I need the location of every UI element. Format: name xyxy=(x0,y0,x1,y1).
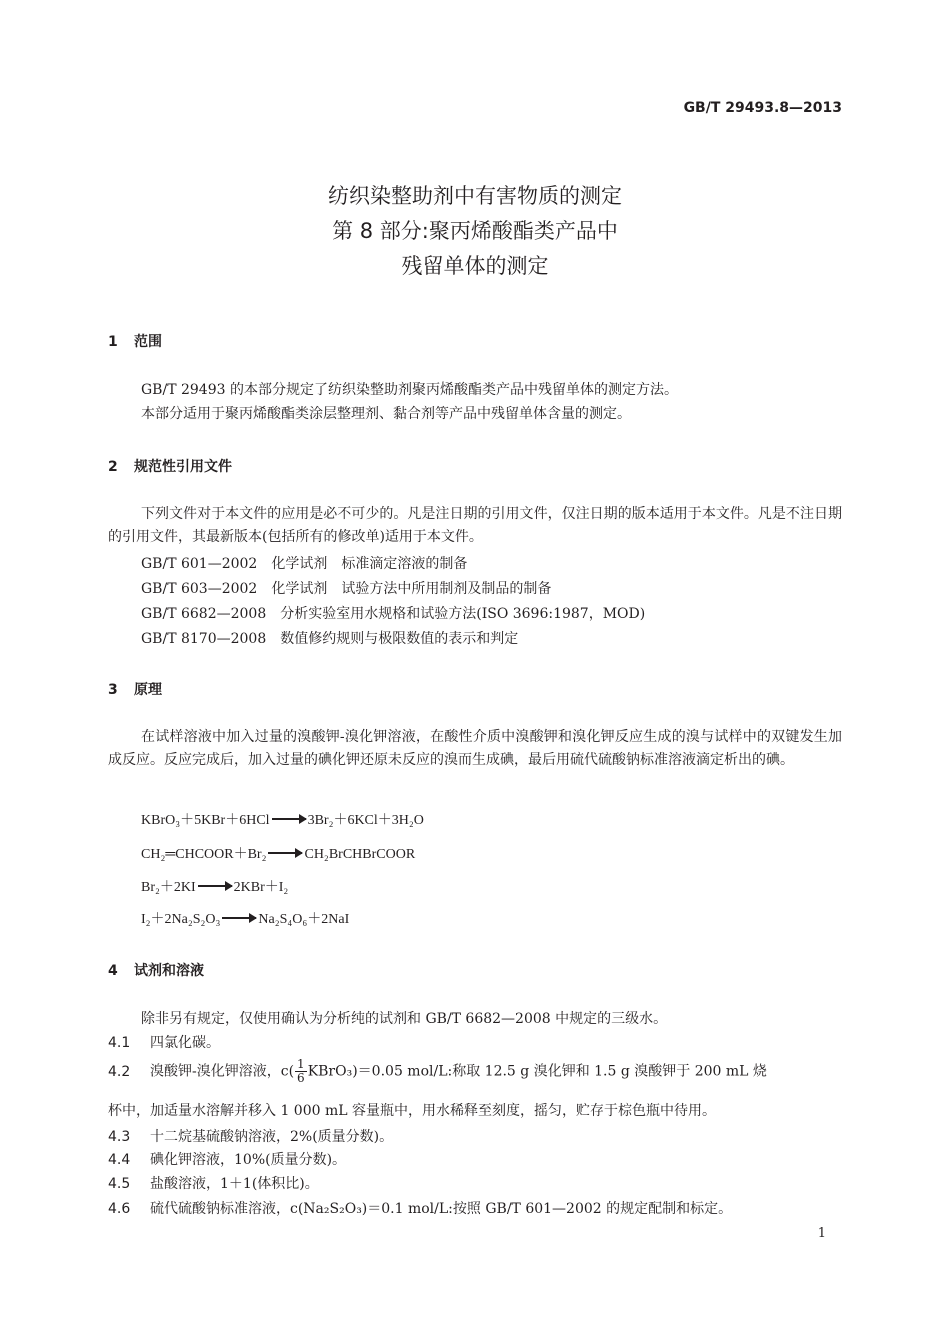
reaction-arrow-icon xyxy=(268,852,302,854)
document-title-line-1: 纺织染整助剂中有害物质的测定 xyxy=(328,184,622,208)
section-3-heading xyxy=(108,679,162,699)
equation-reactants: CH₂═CHCOOR＋Br₂ xyxy=(141,847,267,862)
reaction-equation-2 xyxy=(141,843,415,863)
fraction xyxy=(295,1058,307,1085)
section-title: 范围 xyxy=(134,334,162,350)
section-number: 3 xyxy=(108,682,118,698)
section-title: 试剂和溶液 xyxy=(134,963,204,979)
reagent-item xyxy=(108,1032,220,1052)
document-title-line-3: 残留单体的测定 xyxy=(401,254,549,278)
reference-item: GB/T 603—2002 化学试剂 试验方法中所用制剂及制品的制备 xyxy=(141,581,552,597)
item-number: 4.5 xyxy=(108,1176,131,1192)
item-text-continued: KBrO₃)＝0.05 mol/L:称取 12.5 g 溴化钾和 1.5 g 溴酸钾于 200 mL 烧 xyxy=(307,1063,767,1080)
item-text: 盐酸溶液，1＋1(体积比)。 xyxy=(150,1176,319,1192)
item-number: 4.4 xyxy=(108,1152,131,1168)
equation-products: Na₂S₄O₆＋2NaI xyxy=(258,912,350,927)
item-text: 溴酸钾-溴化钾溶液，c( xyxy=(150,1063,295,1080)
reference-item: GB/T 8170—2008 数值修约规则与极限数值的表示和判定 xyxy=(141,631,519,647)
reagent-item xyxy=(108,1058,767,1085)
reaction-equation-4 xyxy=(141,908,349,928)
reaction-arrow-icon xyxy=(272,818,306,820)
reagent-item xyxy=(108,1198,732,1218)
section-1-paragraph-1: GB/T 29493 的本部分规定了纺织染整助剂聚丙烯酸酯类产品中残留单体的测定方法。 xyxy=(141,382,678,398)
section-number: 2 xyxy=(108,459,118,475)
equation-reactants: KBrO₃＋5KBr＋6HCl xyxy=(141,813,270,828)
section-2-heading xyxy=(108,456,232,476)
reagent-item xyxy=(108,1173,319,1193)
section-1-heading xyxy=(108,331,162,351)
reaction-equation-3 xyxy=(141,876,288,896)
reference-item: GB/T 601—2002 化学试剂 标准滴定溶液的制备 xyxy=(141,556,468,572)
item-number: 4.2 xyxy=(108,1063,131,1080)
section-3-paragraph: 在试样溶液中加入过量的溴酸钾-溴化钾溶液，在酸性介质中溴酸钾和溴化钾反应生成的溴与试样中的双键发生加成反应。反应完成后，加入过量的碘化钾还原未反应的溴而生成碘，最后用硫代硫酸钠标准溶液滴定析出的碘。 xyxy=(108,729,842,768)
equation-products: CH₂BrCHBrCOOR xyxy=(304,847,416,862)
reagent-item xyxy=(108,1149,346,1169)
reaction-equation-1 xyxy=(141,809,424,829)
reagent-item xyxy=(108,1126,393,1146)
equation-products: 2KBr＋I₂ xyxy=(233,880,289,895)
reaction-arrow-icon xyxy=(222,917,256,919)
document-title-line-2: 第 8 部分:聚丙烯酸酯类产品中 xyxy=(332,219,618,243)
reaction-arrow-icon xyxy=(198,885,232,887)
section-number: 4 xyxy=(108,963,118,979)
equation-reactants: I₂＋2Na₂S₂O₃ xyxy=(141,912,221,927)
reference-item: GB/T 6682—2008 分析实验室用水规格和试验方法(ISO 3696:1987，MOD) xyxy=(141,606,646,622)
standard-code: GB/T 29493.8—2013 xyxy=(683,100,842,116)
section-4-heading xyxy=(108,960,204,980)
fraction-denominator: 6 xyxy=(297,1071,305,1085)
item-number: 4.6 xyxy=(108,1201,131,1217)
item-text: 硫代硫酸钠标准溶液，c(Na₂S₂O₃)＝0.1 mol/L:按照 GB/T 601—2002 的规定配制和标定。 xyxy=(150,1201,733,1217)
item-number: 4.3 xyxy=(108,1129,131,1145)
section-number: 1 xyxy=(108,334,118,350)
section-title: 原理 xyxy=(134,682,162,698)
section-1-paragraph-2: 本部分适用于聚丙烯酸酯类涂层整理剂、黏合剂等产品中残留单体含量的测定。 xyxy=(141,406,631,422)
equation-reactants: Br₂＋2KI xyxy=(141,880,196,895)
section-4-paragraph: 除非另有规定，仅使用确认为分析纯的试剂和 GB/T 6682—2008 中规定的三级水。 xyxy=(141,1011,668,1027)
item-text: 四氯化碳。 xyxy=(150,1035,220,1051)
item-text: 十二烷基硫酸钠溶液，2%(质量分数)。 xyxy=(150,1129,394,1145)
fraction-numerator: 1 xyxy=(297,1057,305,1071)
section-2-paragraph: 下列文件对于本文件的应用是必不可少的。凡是注日期的引用文件，仅注日期的版本适用于本文件。凡是不注日期的引用文件，其最新版本(包括所有的修改单)适用于本文件。 xyxy=(108,506,842,545)
equation-products: 3Br₂＋6KCl＋3H₂O xyxy=(307,813,424,828)
section-title: 规范性引用文件 xyxy=(134,459,232,475)
item-text: 碘化钾溶液，10%(质量分数)。 xyxy=(150,1152,347,1168)
reagent-item-continuation: 杯中，加适量水溶解并移入 1 000 mL 容量瓶中，用水稀释至刻度，摇匀，贮存于棕色瓶中待用。 xyxy=(108,1103,716,1119)
item-number: 4.1 xyxy=(108,1035,131,1051)
page-number: 1 xyxy=(817,1226,826,1241)
